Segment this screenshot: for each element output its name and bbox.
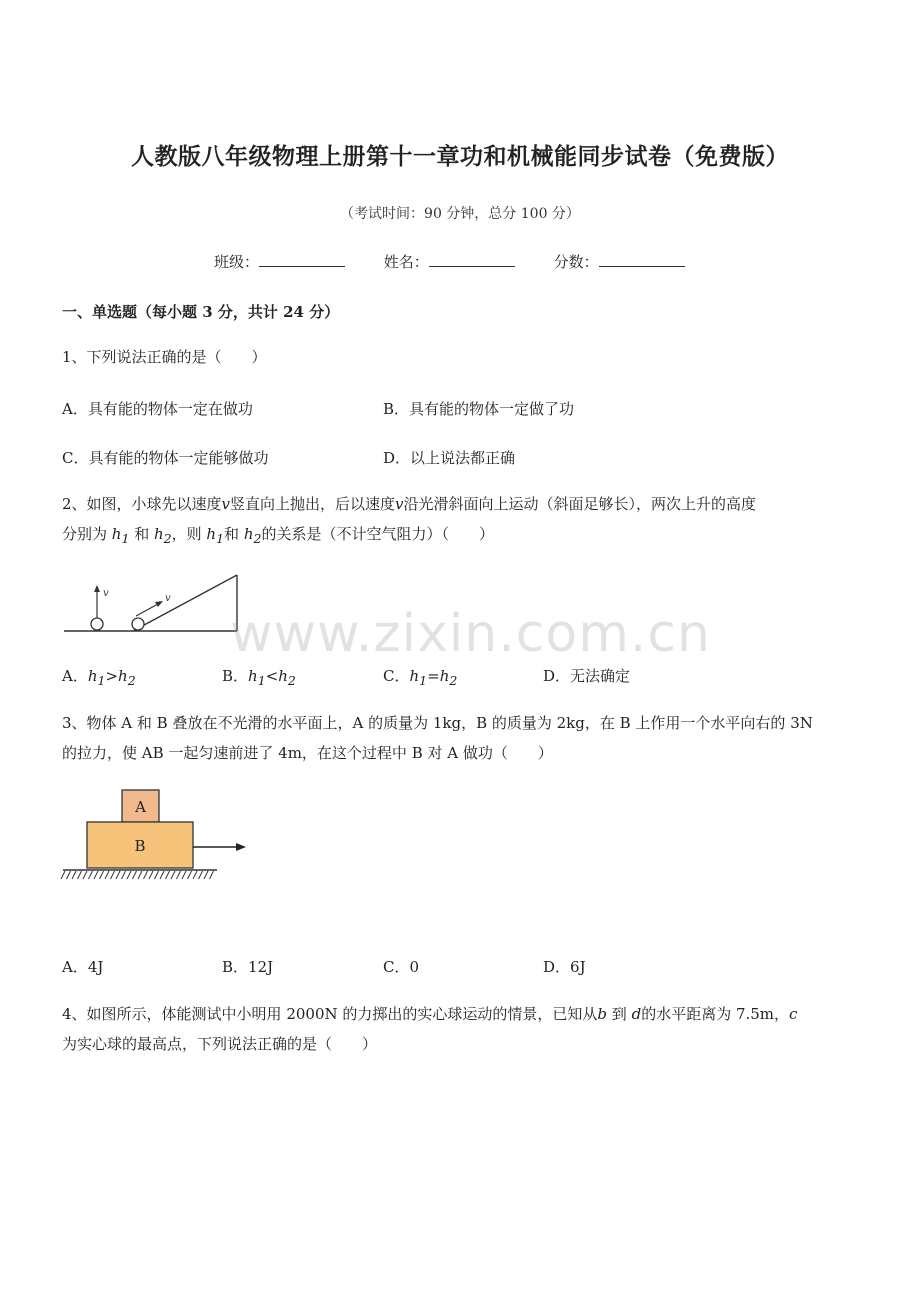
q2-text: 分别为 (62, 525, 108, 543)
q2-text: 竖直向上抛出，后以速度 (230, 495, 396, 513)
q2-var-h: h (154, 525, 164, 543)
q2-option-d[interactable] (543, 665, 630, 686)
q2-var-h: h (206, 525, 217, 543)
q1-option-c[interactable]: C．具有能的物体一定能够做功 (62, 449, 269, 467)
question-1-stem: 1、下列说法正确的是（ ） (62, 348, 267, 366)
q2-sub: 1 (121, 531, 130, 546)
q2-figure-incline (60, 570, 245, 636)
q4-text: 到 (611, 1005, 627, 1023)
option-letter: A． (62, 667, 88, 685)
q2-text: 2、如图，小球先以速度 (62, 495, 222, 513)
relation-symbol: < (265, 667, 279, 685)
score-blank[interactable] (599, 252, 685, 267)
exam-subtitle: （考试时间：90 分钟，总分 100 分） (340, 206, 580, 222)
q2-sub: 1 (97, 673, 106, 688)
velocity-label-vertical: v (103, 588, 109, 599)
relation-symbol: > (105, 667, 119, 685)
q3-option-b[interactable]: B．12J (222, 958, 274, 976)
q3-figure-blocks (60, 786, 250, 882)
q2-sub: 1 (216, 531, 225, 546)
q2-sub: 1 (257, 673, 266, 688)
question-2-line-1 (62, 489, 756, 519)
q2-sub: 2 (163, 531, 172, 546)
student-info-fields (214, 251, 685, 272)
q2-var-v: v (221, 495, 231, 513)
q2-text: ，则 (171, 525, 202, 543)
class-blank[interactable] (259, 252, 345, 267)
option-letter: D． (543, 667, 571, 685)
q2-sub: 2 (449, 673, 458, 688)
question-4-line-1 (62, 999, 797, 1029)
q2-var-h: h (248, 667, 258, 685)
score-label: 分数： (553, 253, 599, 271)
block-b-label: B (134, 837, 146, 855)
q4-text: 的水平距离为 7.5m， (641, 1005, 790, 1023)
class-label: 班级： (214, 253, 260, 271)
question-2-line-2 (62, 519, 494, 554)
q2-text: 和 (224, 525, 240, 543)
q2-sub: 2 (287, 673, 296, 688)
name-label: 姓名： (383, 253, 429, 271)
q2-var-h: h (87, 667, 98, 685)
q2-var-h: h (243, 525, 254, 543)
page-title: 人教版八年级物理上册第十一章功和机械能同步试卷（免费版） (131, 143, 789, 170)
question-4-line-2: 为实心球的最高点，下列说法正确的是（ ） (62, 1035, 378, 1053)
q4-var-c: c (789, 1005, 798, 1023)
q2-sub: 2 (127, 673, 136, 688)
q1-option-a[interactable]: A．具有能的物体一定在做功 (62, 400, 253, 418)
q3-option-d[interactable]: D．6J (543, 958, 586, 976)
q2-text: 的关系是（不计空气阻力）（ ） (261, 525, 494, 543)
q2-var-h: h (118, 667, 128, 685)
q2-sub: 1 (419, 673, 428, 688)
q2-var-v: v (395, 495, 404, 513)
velocity-label-incline: v (165, 593, 171, 604)
q3-option-c[interactable]: C．0 (383, 958, 420, 976)
question-3-line-2: 的拉力，使 AB 一起匀速前进了 4m，在这个过程中 B 对 A 做功（ ） (62, 744, 553, 762)
question-3-line-1: 3、物体 A 和 B 叠放在不光滑的水平面上，A 的质量为 1kg，B 的质量为 2kg，在 B 上作用一个水平向右的 3N (62, 714, 813, 732)
q2-text: 沿光滑斜面向上运动（斜面足够长），两次上升的高度 (403, 495, 757, 513)
q4-text: 4、如图所示，体能测试中小明用 2000N 的力掷出的实心球运动的情景，已知从 (62, 1005, 598, 1023)
q2-var-h: h (409, 667, 420, 685)
watermark: www.zixin.com.cn (230, 604, 711, 664)
q2-var-h: h (111, 525, 122, 543)
q2-var-h: h (278, 667, 288, 685)
q4-var-d: d (631, 1005, 642, 1023)
ground-hatch (61, 871, 214, 879)
q2-sub: 2 (253, 531, 262, 546)
q3-option-a[interactable]: A．4J (62, 958, 104, 976)
ball-vertical (91, 618, 103, 630)
name-blank[interactable] (429, 252, 515, 267)
q2-text: 和 (134, 525, 150, 543)
section-heading: 一、单选题（每小题 3 分，共计 24 分） (62, 303, 340, 321)
q2-option-b[interactable] (222, 665, 296, 688)
q4-var-b: b (597, 1005, 607, 1023)
q2-var-h: h (439, 667, 450, 685)
relation-symbol: = (427, 667, 440, 685)
q1-option-d[interactable]: D．以上说法都正确 (383, 449, 516, 467)
block-a-label: A (135, 798, 146, 816)
option-letter: B． (222, 667, 249, 685)
option-letter: C． (383, 667, 410, 685)
option-text: 无法确定 (570, 667, 631, 685)
q2-option-a[interactable] (62, 665, 136, 688)
q1-option-b[interactable]: B．具有能的物体一定做了功 (383, 400, 575, 418)
ball-incline (132, 618, 144, 630)
q2-option-c[interactable] (383, 665, 457, 688)
